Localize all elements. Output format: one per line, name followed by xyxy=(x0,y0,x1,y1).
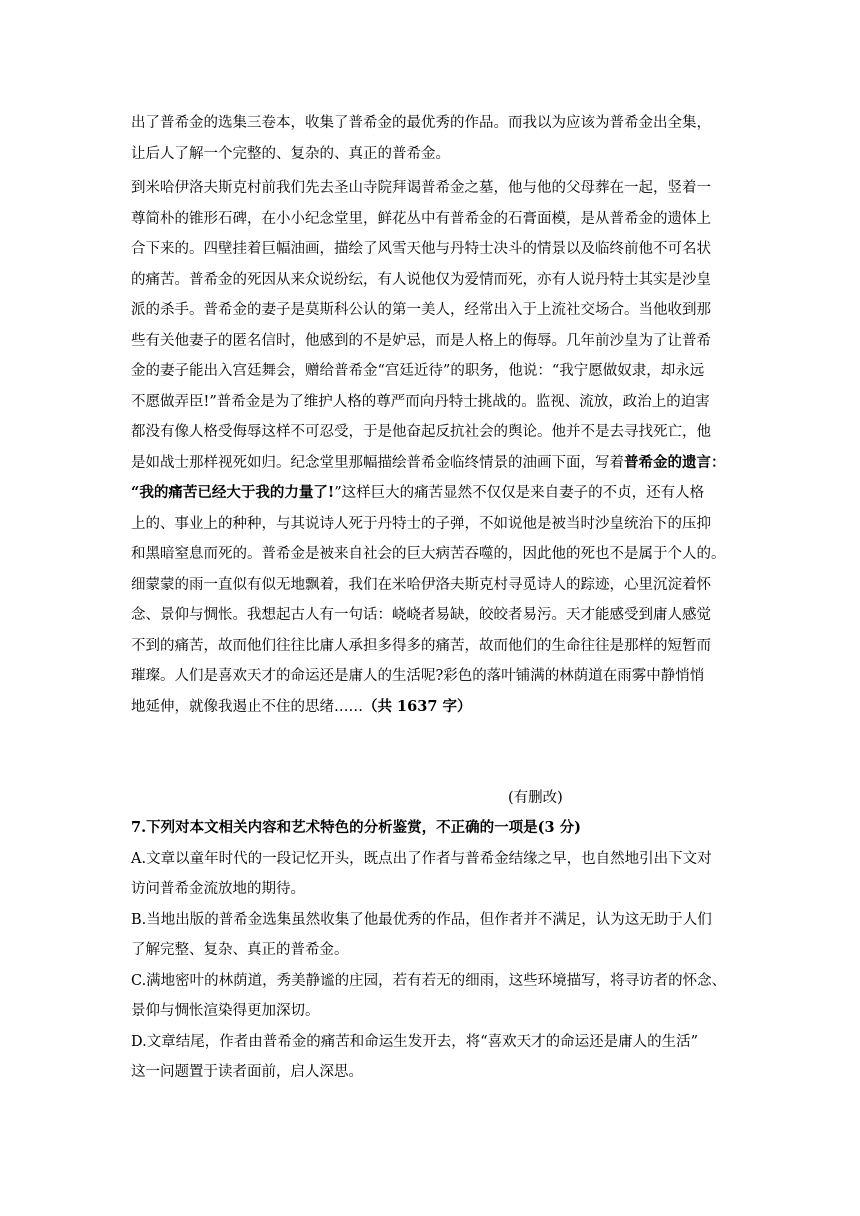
paragraph-2-text xyxy=(131,173,741,722)
text-line: 尊简朴的锥形石碑，在小小纪念堂里，鲜花丛中有普希金的石膏面模，是从普希金的遗体上 xyxy=(131,210,711,227)
text-line: 些有关他妻子的匿名信时，他感到的不是妒忌，而是人格上的侮辱。几年前沙皇为了让普希 xyxy=(131,332,711,349)
text-line: 念、景仰与惆怅。我想起古人有一句话：峣峣者易缺，皎皎者易污。天才能感受到庸人感觉 xyxy=(131,607,711,623)
text-line: 金的妻子能出入宫廷舞会，赠给普希金“宫廷近待”的职务，他说：“我宁愿做奴隶，却永远 xyxy=(131,363,705,379)
abridged-note: (有删改) xyxy=(508,790,563,806)
word-count: （共 1637 字） xyxy=(363,697,472,715)
text-segment: 是如战士那样视死如归。纪念堂里那幅描绘普希金临终情景的油画下面，写着 xyxy=(131,454,624,471)
text-line: 上的、事业上的种种，与其说诗人死于丹特士的子弹，不如说他是被当时沙皇统治下的压抑 xyxy=(131,515,711,532)
text-line: 合下来的。四壁挂着巨幅油画，描绘了风雪天他与丹特士决斗的情景以及临终前他不可名状 xyxy=(131,241,711,257)
text-line: 了解完整、复杂、真正的普希金。 xyxy=(131,942,349,958)
text-line: 都没有像人格受侮辱这样不可忍受，于是他奋起反抗社会的舆论。他并不是去寻找死亡，他 xyxy=(131,424,711,440)
text-segment: ”这样巨大的痛苦显然不仅仅是来自妻子的不贞，还有人格 xyxy=(334,485,705,501)
option-a xyxy=(131,844,741,905)
bold-text: 普希金的遗言： xyxy=(624,453,726,471)
question-stem-text: 7.下列对本文相关内容和艺术特色的分析鉴赏，不正确的一项是(3 分) xyxy=(131,819,581,836)
text-line: 访问普希金流放地的期待。 xyxy=(131,881,305,897)
text-line: 让后人了解一个完整的、复杂的、真正的普希金。 xyxy=(131,145,450,162)
paragraph-1 xyxy=(131,108,741,169)
text-line: 细蒙蒙的雨一直似有似无地飘着，我们在米哈伊洛夫斯克村寻觅诗人的踪迹，心里沉淀着怀 xyxy=(131,576,711,593)
text-line: 派的杀手。普希金的妻子是莫斯科公认的第一美人，经常出入于上流社交场合。当他收到那 xyxy=(131,302,711,318)
text-line: 和黑暗窒息而死的。普希金是被来自社会的巨大病苦吞噬的，因此他的死也不是属于个人的。 xyxy=(131,546,726,562)
text-line: 不愿做弄臣!”普希金是为了维护人格的尊严而向丹特士挑战的。监视、流放，政治上的迫害 xyxy=(131,393,710,410)
text-line: D.文章结尾，作者由普希金的痛苦和命运生发开去，将“喜欢天才的命运还是庸人的生活” xyxy=(131,1033,699,1050)
text-line: C.满地密叶的林荫道，秀美静谧的庄园，若有若无的细雨，这些环境描写，将寻访者的怀念、 xyxy=(131,972,727,989)
text-line: 不到的痛苦，故而他们往往比庸人承担多得多的痛苦，故而他们的生命往往是那样的短暂而 xyxy=(131,637,711,654)
text-line: 出了普希金的选集三卷本，收集了普希金的最优秀的作品。而我以为应该为普希金出全集， xyxy=(131,115,711,131)
option-b xyxy=(131,905,741,966)
text-line: 这一问题置于读者面前，启人深思。 xyxy=(131,1064,363,1080)
text-line: 到米哈伊洛夫斯克村前我们先去圣山寺院拜谒普希金之墓，他与他的父母葬在一起，竖着一 xyxy=(131,180,711,196)
text-line: B.当地出版的普希金选集虽然收集了他最优秀的作品，但作者并不满足，认为这无助于人们 xyxy=(131,911,712,928)
question-stem xyxy=(131,813,741,844)
bold-quote: “我的痛苦已经大于我的力量了! xyxy=(131,484,335,501)
text-line: 的痛苦。普希金的死因从来众说纷纭，有人说他仅为爱情而死，亦有人说丹特士其实是沙皇 xyxy=(131,271,711,288)
text-line xyxy=(131,448,741,479)
text-line: 璀璨。人们是喜欢天才的命运还是庸人的生活呢?彩色的落叶铺满的林荫道在雨雾中静悄悄 xyxy=(131,668,705,684)
text-line: A.文章以童年时代的一段记忆开头，既点出了作者与普希金结缘之早，也自然地引出下文对 xyxy=(131,850,712,867)
paragraph-1-text xyxy=(131,108,741,169)
option-c xyxy=(131,966,741,1027)
option-d xyxy=(131,1027,741,1088)
text-line xyxy=(131,478,741,509)
text-line: 景仰与惆怅渲染得更加深切。 xyxy=(131,1003,320,1019)
text-segment: 地延伸，就像我遏止不住的思绪…… xyxy=(131,698,363,715)
question-7 xyxy=(131,813,741,1088)
text-line xyxy=(131,692,741,723)
paragraph-2 xyxy=(131,173,741,722)
